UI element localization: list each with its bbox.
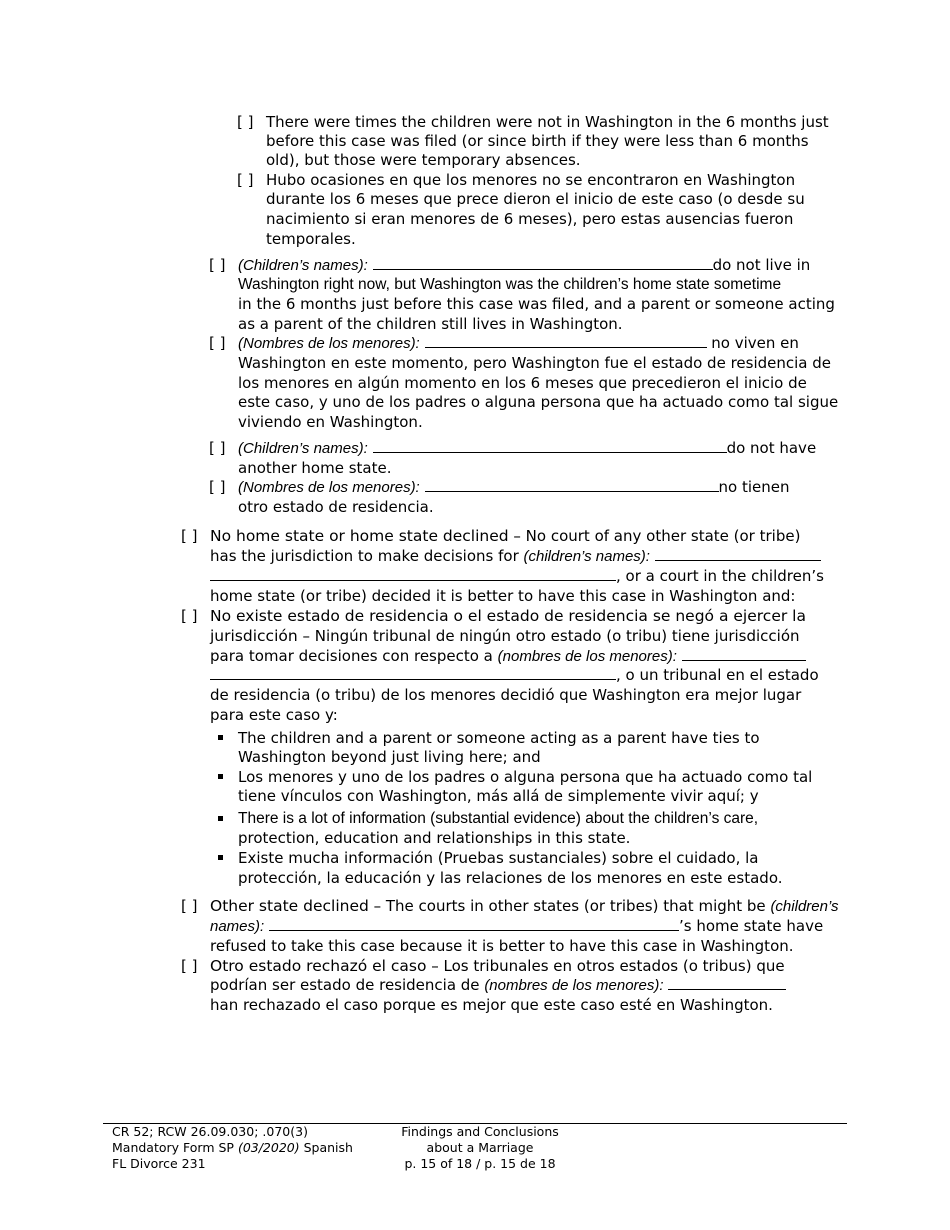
bullet-item-line: tiene vínculos con Washington, más allá de simplemente vivir aquí; y bbox=[238, 787, 759, 805]
no-home-state-en-text: has the jurisdiction to make decisions for bbox=[210, 547, 524, 565]
temporary-absence-en-line: before this case was filed (or since birth if they were less than 6 months bbox=[266, 132, 809, 150]
other-state-es-text: podrían ser estado de residencia de bbox=[210, 976, 485, 994]
no-home-state-en-line bbox=[210, 546, 821, 567]
no-home-state-es-line bbox=[210, 626, 800, 646]
footer-page-number: p. 15 of 18 / p. 15 de 18 bbox=[404, 1156, 556, 1171]
nombres-menores-field[interactable] bbox=[668, 975, 786, 990]
nombres-menores-field[interactable] bbox=[425, 333, 707, 348]
footer-citation: CR 52; RCW 26.09.030; .070(3) bbox=[112, 1124, 308, 1139]
childrens-names-label: (Children’s names): bbox=[238, 440, 368, 457]
temporary-absence-en-line: old), but those were temporary absences. bbox=[266, 151, 581, 169]
no-home-state-es-text: – Ningún tribunal de ningún otro estado (o tribu) tiene jurisdicción bbox=[297, 627, 800, 645]
checkbox-other-state-es[interactable]: [ ] bbox=[181, 957, 198, 975]
bullet-item-line: protection, education and relationships in this state. bbox=[238, 829, 631, 847]
no-longer-live-es-after: no viven en bbox=[711, 334, 799, 352]
checkbox-other-state-en[interactable]: [ ] bbox=[181, 897, 198, 915]
other-state-en-text: ’s home state have bbox=[678, 917, 824, 935]
childrens-names-label: (Children’s names): bbox=[238, 257, 368, 274]
childrens-names-field-continued[interactable] bbox=[210, 566, 616, 581]
checkbox-no-longer-live-en[interactable]: [ ] bbox=[209, 256, 226, 274]
no-home-state-es-heading: No existe estado de residencia o el estado de residencia se negó a ejercer la bbox=[210, 607, 806, 625]
other-state-en-text: – The courts in other states (or tribes) that might be bbox=[368, 897, 771, 915]
other-state-es-line bbox=[210, 956, 785, 976]
no-home-state-heading: No home state or home state declined bbox=[210, 527, 509, 545]
no-other-state-es-after: no tienen bbox=[718, 478, 790, 496]
footer-form-text: Mandatory Form SP bbox=[112, 1140, 238, 1155]
other-state-es-heading: Otro estado rechazó el caso bbox=[210, 957, 427, 975]
bullet-icon bbox=[218, 816, 223, 821]
bullet-item-line: The children and a parent or someone acting as a parent have ties to bbox=[238, 729, 760, 747]
nombres-menores-label: (nombres de los menores): bbox=[497, 648, 677, 665]
childrens-names-field[interactable] bbox=[655, 546, 821, 561]
no-home-state-en-line: home state (or tribe) decided it is better to have this case in Washington and: bbox=[210, 587, 796, 605]
footer-title: Findings and Conclusions bbox=[401, 1124, 559, 1139]
other-state-es-line bbox=[210, 975, 786, 996]
no-longer-live-es-line: viviendo en Washington. bbox=[238, 413, 423, 431]
temporary-absence-es-line: Hubo ocasiones en que los menores no se encontraron en Washington bbox=[266, 171, 796, 189]
bullet-item-line: Washington beyond just living here; and bbox=[238, 748, 541, 766]
bullet-item-line: Los menores y uno de los padres o alguna persona que ha actuado como tal bbox=[238, 768, 813, 786]
other-state-heading: Other state declined bbox=[210, 897, 369, 915]
no-home-state-es-line: de residencia (o tribu) de los menores decidió que Washington era mejor lugar bbox=[210, 686, 802, 704]
no-home-state-es-heading: jurisdicción bbox=[210, 627, 298, 645]
no-longer-live-en-after: do not live in bbox=[712, 256, 811, 274]
footer-form-language: Spanish bbox=[299, 1140, 353, 1155]
no-longer-live-es-line bbox=[238, 333, 799, 354]
no-home-state-en-text: – No court of any other state (or tribe) bbox=[508, 527, 801, 545]
no-home-state-es-text: , o un tribunal en el estado bbox=[616, 666, 819, 684]
no-home-state-es-line bbox=[210, 665, 819, 685]
nombres-menores-field[interactable] bbox=[682, 646, 806, 661]
bullet-icon bbox=[218, 774, 223, 779]
bullet-item-line: There is a lot of information (substantial evidence) about the children’s care, bbox=[238, 810, 759, 827]
other-state-en-line bbox=[210, 916, 823, 937]
no-longer-live-es-line: este caso, y uno de los padres o alguna persona que ha actuado como tal sigue bbox=[238, 393, 839, 411]
no-longer-live-en-line bbox=[238, 255, 810, 276]
nombres-menores-label: (Nombres de los menores): bbox=[238, 335, 420, 352]
bullet-icon bbox=[218, 855, 223, 860]
no-other-state-en-after: do not have bbox=[726, 439, 817, 457]
bullet-item-line: Existe mucha información (Pruebas sustanciales) sobre el cuidado, la bbox=[238, 849, 759, 867]
checkbox-no-other-state-en[interactable]: [ ] bbox=[209, 439, 226, 457]
childrens-names-field[interactable] bbox=[373, 438, 727, 453]
no-longer-live-es-line: Washington en este momento, pero Washington fue el estado de residencia de bbox=[238, 354, 831, 372]
checkbox-no-home-state-en[interactable]: [ ] bbox=[181, 527, 198, 545]
no-longer-live-en-line: in the 6 months just before this case was filed, and a parent or someone acting bbox=[238, 295, 835, 313]
nombres-menores-field[interactable] bbox=[425, 477, 719, 492]
no-other-state-en-line: another home state. bbox=[238, 459, 392, 477]
no-other-state-es-line: otro estado de residencia. bbox=[238, 498, 434, 516]
footer-form-date: (03/2020) bbox=[237, 1140, 300, 1155]
temporary-absence-es-line: durante los 6 meses que prece dieron el inicio de este caso (o desde su bbox=[266, 190, 805, 208]
no-home-state-es-line bbox=[210, 646, 806, 667]
bullet-icon bbox=[218, 735, 223, 740]
checkbox-temporary-absence-en[interactable]: [ ] bbox=[237, 113, 254, 131]
no-home-state-es-line: para este caso y: bbox=[210, 706, 338, 724]
no-other-state-es-line bbox=[238, 477, 790, 498]
footer-form-number: FL Divorce 231 bbox=[112, 1156, 206, 1171]
checkbox-no-longer-live-es[interactable]: [ ] bbox=[209, 334, 226, 352]
childrens-names-field[interactable] bbox=[269, 916, 679, 931]
no-other-state-en-line bbox=[238, 438, 816, 459]
other-state-es-line: han rechazado el caso porque es mejor que este caso esté en Washington. bbox=[210, 996, 773, 1014]
nombres-menores-field-continued[interactable] bbox=[210, 665, 616, 680]
other-state-es-text: – Los tribunales en otros estados (o tribus) que bbox=[426, 957, 785, 975]
checkbox-no-home-state-es[interactable]: [ ] bbox=[181, 607, 198, 625]
no-home-state-en-line bbox=[210, 566, 824, 586]
bullet-item-line: protección, la educación y las relaciones de los menores en este estado. bbox=[238, 869, 783, 887]
childrens-names-field[interactable] bbox=[373, 255, 713, 270]
no-longer-live-es-line: los menores en algún momento en los 6 meses que precedieron el inicio de bbox=[238, 374, 807, 392]
no-home-state-es-text: para tomar decisiones con respecto a bbox=[210, 647, 498, 665]
nombres-menores-label: (nombres de los menores): bbox=[484, 977, 664, 994]
other-state-en-line: refused to take this case because it is better to have this case in Washington. bbox=[210, 937, 794, 955]
nombres-menores-label: (Nombres de los menores): bbox=[238, 479, 420, 496]
childrens-names-label: (children’s bbox=[770, 898, 839, 915]
temporary-absence-es-line: temporales. bbox=[266, 230, 356, 248]
checkbox-no-other-state-es[interactable]: [ ] bbox=[209, 478, 226, 496]
other-state-en-line bbox=[210, 896, 839, 917]
footer-subtitle: about a Marriage bbox=[426, 1140, 534, 1155]
no-longer-live-en-line: as a parent of the children still lives in Washington. bbox=[238, 315, 623, 333]
no-longer-live-en-line: Washington right now, but Washington was the children’s home state sometime bbox=[238, 276, 782, 293]
checkbox-temporary-absence-es[interactable]: [ ] bbox=[237, 171, 254, 189]
childrens-names-label: names): bbox=[210, 918, 265, 935]
footer-form-info bbox=[112, 1140, 353, 1156]
no-home-state-en-line bbox=[210, 526, 800, 546]
temporary-absence-en-line: There were times the children were not in Washington in the 6 months just bbox=[266, 113, 829, 131]
no-home-state-en-text: , or a court in the children’s bbox=[616, 567, 824, 585]
temporary-absence-es-line: nacimiento si eran menores de 6 meses), pero estas ausencias fueron bbox=[266, 210, 794, 228]
childrens-names-label: (children’s names): bbox=[523, 548, 650, 565]
